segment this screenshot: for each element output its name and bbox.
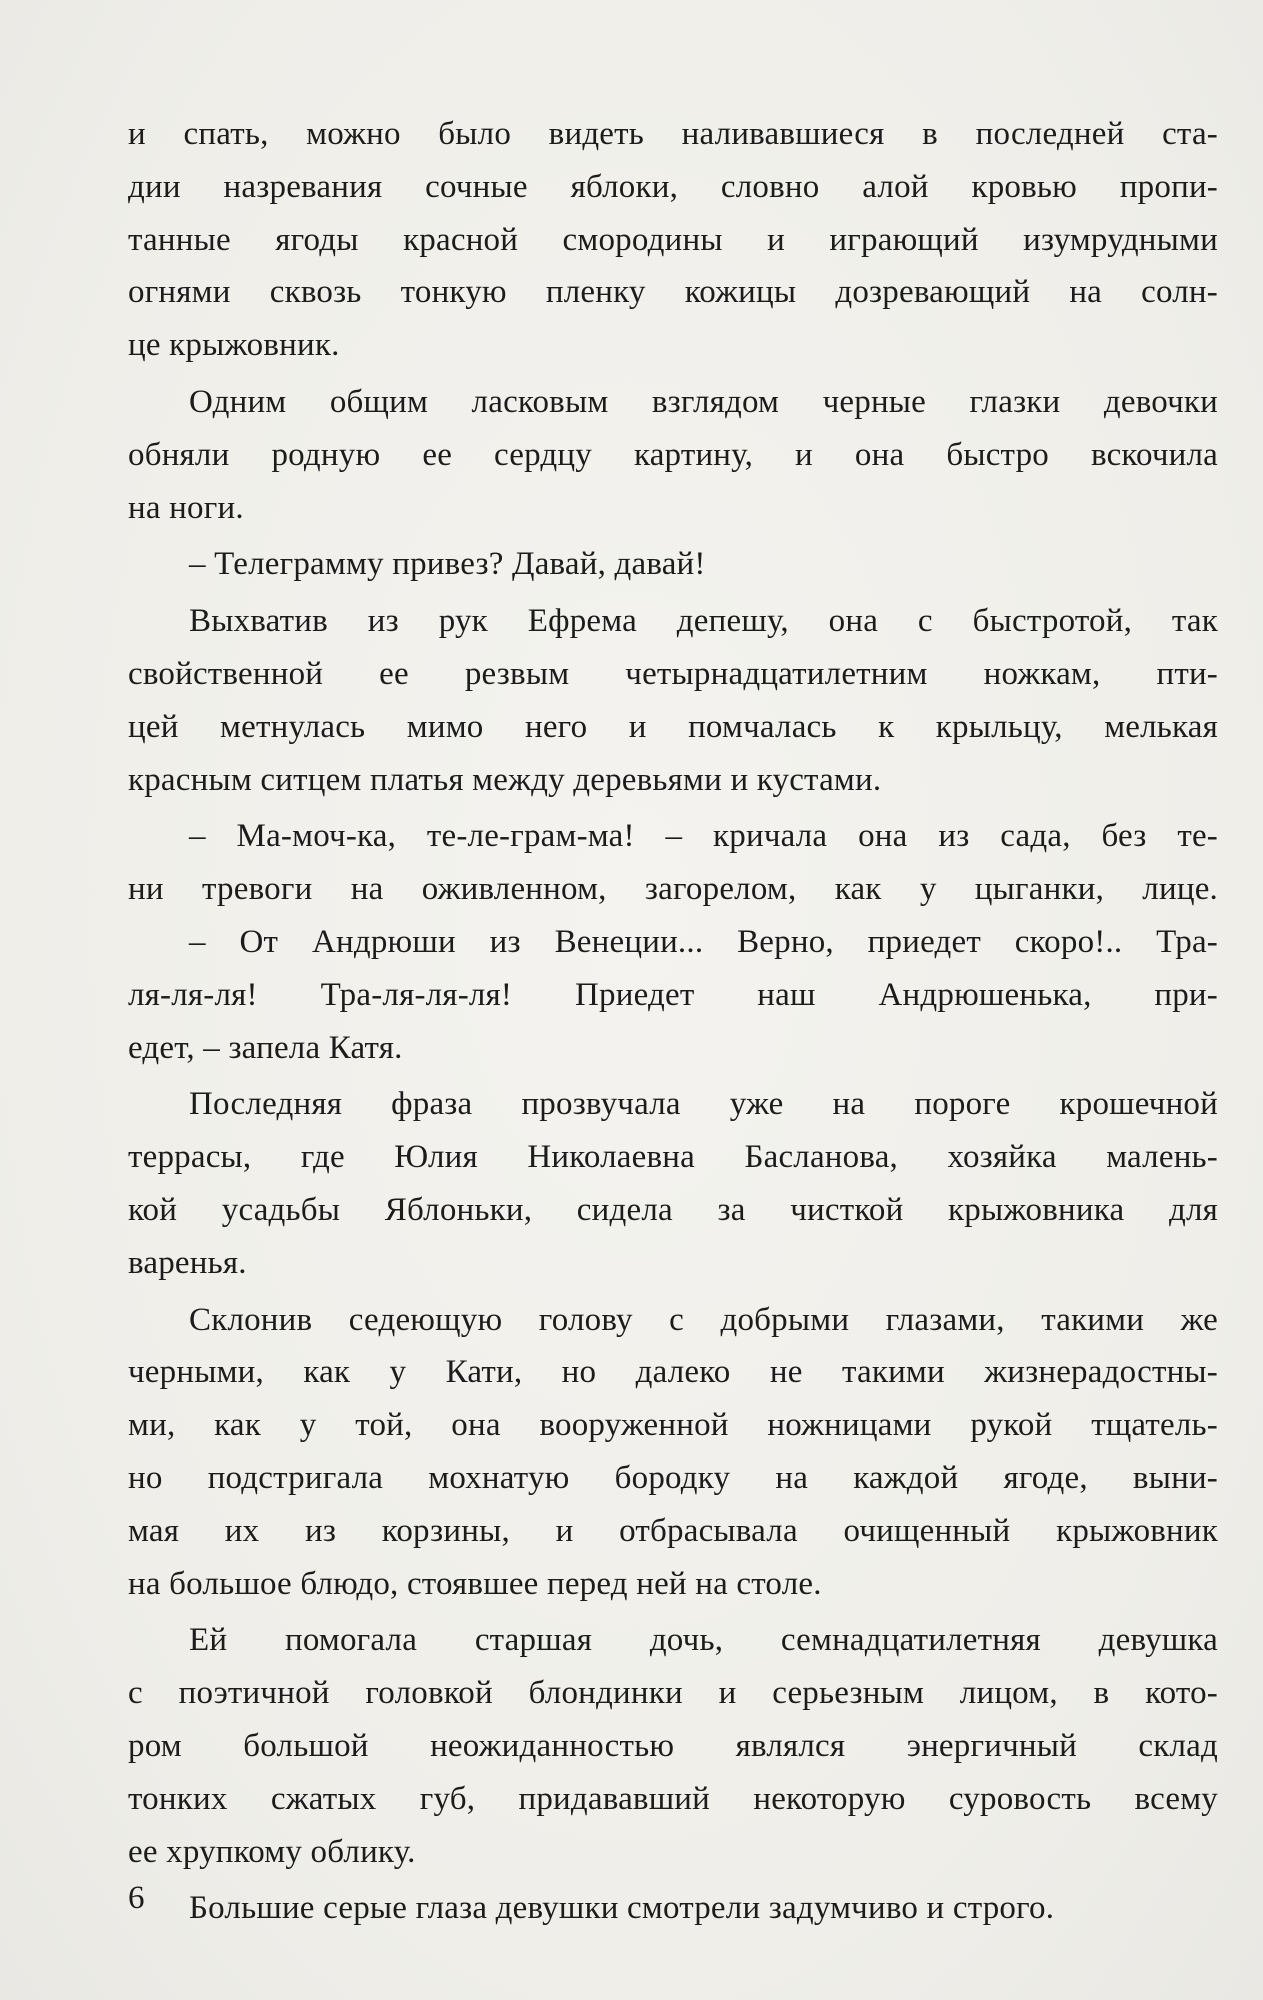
text-line: огнями сквозь тонкую пленку кожицы дозревающий на солн- <box>128 274 1218 311</box>
text-line: Большие серые глаза девушки смотрели задумчиво и строго. <box>189 1890 1055 1927</box>
text-line: но подстригала мохнатую бородку на каждой ягоде, выни- <box>128 1459 1218 1496</box>
body-text <box>128 108 1218 1935</box>
text-line: ля-ля-ля! Тра-ля-ля-ля! Приедет наш Андрюшенька, при- <box>128 976 1218 1013</box>
text-line: танные ягоды красной смородины и играющий изумрудными <box>128 221 1218 258</box>
text-line: с поэтичной головкой блондинки и серьезным лицом, в кото- <box>128 1675 1218 1712</box>
text-line: цей метнулась мимо него и помчалась к крыльцу, мелькая <box>128 708 1218 745</box>
text-line: и спать, можно было видеть наливавшиеся в последней ста- <box>128 116 1218 152</box>
text-line: обняли родную ее сердцу картину, и она быстро вскочила <box>128 436 1218 473</box>
text-line: черными, как у Кати, но далеко не такими жизнерадостны- <box>128 1354 1218 1391</box>
text-line: дии назревания сочные яблоки, словно алой кровью пропи- <box>128 168 1218 205</box>
text-line: Ей помогала старшая дочь, семнадцатилетняя девушка <box>189 1622 1218 1659</box>
text-line: Одним общим ласковым взглядом черные глазки девочки <box>189 383 1218 420</box>
text-line: тонких сжатых губ, придававший некоторую суровость всему <box>128 1780 1218 1817</box>
text-line: це крыжовник. <box>128 327 340 364</box>
text-line: террасы, где Юлия Николаевна Басланова, хозяйка малень- <box>128 1139 1218 1176</box>
text-line: свойственной ее резвым четырнадцатилетним ножкам, пти- <box>128 655 1218 692</box>
text-line: варенья. <box>128 1244 247 1281</box>
text-line: кой усадьбы Яблоньки, сидела за чисткой крыжовника для <box>128 1191 1218 1228</box>
page-number: 6 <box>128 1880 145 1916</box>
text-line: красным ситцем платья между деревьями и кустами. <box>128 761 882 798</box>
text-line: на ноги. <box>128 489 244 526</box>
text-line: едет, – запела Катя. <box>128 1029 403 1066</box>
text-line: на большое блюдо, стоявшее перед ней на столе. <box>128 1565 822 1602</box>
text-line: – Телеграмму привез? Давай, давай! <box>189 546 706 583</box>
text-line: ни тревоги на оживленном, загорелом, как у цыганки, лице. <box>128 871 1218 908</box>
text-line: Склонив седеющую голову с добрыми глазами, такими же <box>189 1301 1218 1338</box>
text-line: – От Андрюши из Венеции... Верно, приедет скоро!.. Тра- <box>189 923 1218 960</box>
text-line: Выхватив из рук Ефрема депешу, она с быстротой, так <box>189 603 1218 640</box>
text-line: мая их из корзины, и отбрасывала очищенный крыжовник <box>128 1512 1218 1549</box>
text-line: ее хрупкому облику. <box>128 1833 416 1870</box>
text-line: Последняя фраза прозвучала уже на пороге крошечной <box>189 1086 1218 1123</box>
text-line: ми, как у той, она вооруженной ножницами рукой тщатель- <box>128 1407 1218 1444</box>
text-line: ром большой неожиданностью являлся энергичный склад <box>128 1727 1218 1764</box>
text-line: – Ма-моч-ка, те-ле-грам-ма! – кричала она из сада, без те- <box>189 818 1218 855</box>
